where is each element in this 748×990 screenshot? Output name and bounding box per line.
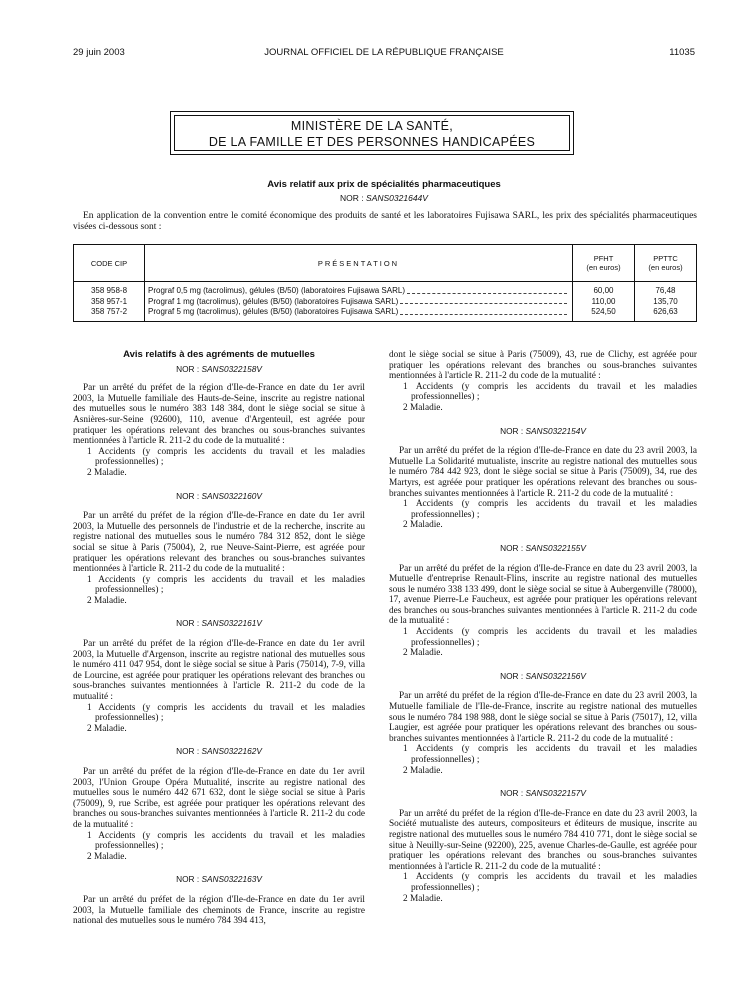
avis-text: Par un arrêté du préfet de la région d'Ile-de-France en date du 23 avril 2003, la Mutuelle La Solidarité mutualiste, inscrite au registre national des mutuelles sous le numéro 784 442 923, dont le siège social se situe à Paris (75009), 34, rue des Martyrs, est agréée pour pratiquer les opérations relevant des branches ou sous-branches suivantes mentionnées à l'article R. 211-2 du code de la mutualité : [389, 446, 697, 499]
avis-text: Par un arrêté du préfet de la région d'Ile-de-France en date du 23 avril 2003, la Mutuelle familiale de l'Ile-de-France, inscrite au registre national des mutuelles sous le numéro 784 198 988, dont le siège social se situe à Paris (75017), 12, villa Laugier, est agréée pour pratiquer les opérations relevant des branches ou sous-branches suivantes mentionnées à l'article R. 211-2 du code de la mutualité : [389, 691, 697, 744]
nor-line: NOR : SANS0322162V [176, 746, 262, 757]
list-item: 2 Maladie. [87, 851, 127, 862]
avis-text: Par un arrêté du préfet de la région d'Ile-de-France en date du 23 avril 2003, la Société mutualiste des auteurs, compositeurs et éditeurs de musique, inscrite au registre national des mutuelles sous le numéro 784 410 771, dont le siège social se situe à Neuilly-sur-Seine (92200), 225, avenue Charles-de-Gaulle, est agréée pour pratiquer les opérations relevant des branches ou sous-branches suivantes mentionnées à l'article R. 211-2 du code de la mutualité : [389, 808, 697, 872]
presentation-cell: Prograf 0,5 mg (tacrolimus), gélules (B/50) (laboratoires Fujisawa SARL) Prograf 1 mg (tacrolimus), gélules (B/50) (laboratoires Fujisawa SARL) Prograf 5 mg (tacrolimus), gélules (B/50) (laboratoires Fujisawa SARL) [145, 282, 573, 322]
list-item: 2 Maladie. [403, 520, 443, 531]
list-item: 2 Maladie. [403, 765, 443, 776]
list-item: 2 Maladie. [403, 648, 443, 659]
list-item: 2 Maladie. [403, 893, 443, 904]
page-number: 11035 [669, 47, 695, 58]
list-item: 1 Accidents (y compris les accidents du travail et les maladies professionnelles) ; [87, 446, 365, 468]
avis-prix-intro: En application de la convention entre le comité économique des produits de santé et les laboratoires Fujisawa SARL, les prix des spécialités pharmaceutiques visées ci-dessous sont : [73, 211, 697, 232]
ministry-box [170, 111, 574, 155]
list-item: 1 Accidents (y compris les accidents du travail et les maladies professionnelles) ; [403, 627, 697, 648]
list-item: 1 Accidents (y compris les accidents du travail et les maladies professionnelles) ; [403, 499, 697, 520]
avis-text: Par un arrêté du préfet de la région d'Ile-de-France en date du 1er avril 2003, la Mutuelle des personnels de l'industrie et de la recherche, inscrite au registre national des mutuelles sous le numéro 784 312 852, dont le siège social se situe à Paris (75004), 2, rue Neuve-Saint-Pierre, est agréée pour pratiquer les opérations relevant des branches ou sous-branches suivantes mentionnées à l'article R. 211-2 du code de la mutualité : [73, 511, 365, 575]
ministry-line-2: DE LA FAMILLE ET DES PERSONNES HANDICAPÉES [208, 135, 536, 149]
list-item: 1 Accidents (y compris les accidents du travail et les maladies professionnelles) ; [87, 830, 365, 852]
issue-date: 29 juin 2003 [73, 47, 125, 58]
list-item: 2 Maladie. [87, 467, 127, 478]
avis-text-continued: dont le siège social se situe à Paris (75009), 43, rue de Clichy, est agréée pour pratiquer les opérations relevant des branches ou sous-branches suivantes mentionnées à l'article R. 211-2 du code de la mutualité : [389, 350, 697, 382]
list-item: 2 Maladie. [87, 595, 127, 606]
nor-line: NOR : SANS0322160V [176, 490, 262, 501]
avis-text: Par un arrêté du préfet de la région d'Ile-de-France en date du 1er avril 2003, l'Union Groupe Opéra Mutualité, inscrite au registre national des mutuelles sous le numéro 442 671 632, dont le siège social se situe à Paris (75009), 9, rue Scribe, est agréée pour pratiquer les opérations relevant des branches ou sous-branches suivantes mentionnées à l'article R. 211-2 du code de la mutualité : [73, 767, 365, 830]
table-row [74, 282, 697, 322]
avis-text: Par un arrêté du préfet de la région d'Ile-de-France en date du 1er avril 2003, la Mutuelle d'Argenson, inscrite au registre national des mutuelles sous le numéro 411 047 954, dont le siège social se situe à Paris (75014), 7-9, villa de Lourcine, est agréée pour pratiquer les opérations relevant des branches ou sous-branches suivantes mentionnées à l'article R. 211-2 du code de la mutualité : [73, 639, 365, 703]
list-item: 2 Maladie. [403, 402, 443, 413]
nor-line: NOR : SANS0322156V [500, 670, 586, 681]
nor-line: NOR : SANS0322154V [500, 425, 586, 436]
avis-text: Par un arrêté du préfet de la région d'Ile-de-France en date du 1er avril 2003, la Mutuelle familiale des Hauts-de-Seine, inscrite au registre national des mutuelles sous le numéro 383 148 384, dont le siège social se situe à Asnières-sur-Seine (92600), 110, avenue d'Argenteuil, est agréée pour pratiquer les opérations relevant des branches ou sous-branches suivantes mentionnées à l'article R. 211-2 du code de la mutualité : [73, 383, 365, 447]
price-table [73, 244, 697, 322]
journal-title: JOURNAL OFFICIEL DE LA RÉPUBLIQUE FRANÇAISE [264, 47, 504, 58]
ministry-line-1: MINISTÈRE DE LA SANTÉ, [290, 119, 454, 133]
codes-cell: 358 958-8 358 957-1 358 757-2 [74, 282, 145, 322]
nor-line: NOR : SANS0322157V [500, 788, 586, 799]
nor-line: NOR : SANS0322163V [176, 874, 262, 885]
list-item: 1 Accidents (y compris les accidents du travail et les maladies professionnelles) ; [403, 872, 697, 893]
header-pfht: PFHT (en euros) [573, 245, 635, 282]
list-item: 1 Accidents (y compris les accidents du travail et les maladies professionnelles) ; [87, 702, 365, 724]
avis-text: Par un arrêté du préfet de la région d'Ile-de-France en date du 23 avril 2003, la Mutuelle d'entreprise Renault-Flins, inscrite au registre national des mutuelles sous le numéro 338 133 499, dont le siège social se situe à Aubergenville (78000), 17, avenue Pierre-Le Faucheux, est agréée pour pratiquer les opérations relevant des branches ou sous-branches suivantes mentionnées à l'article R. 211-2 du code de la mutualité : [389, 563, 697, 627]
list-item: 1 Accidents (y compris les accidents du travail et les maladies professionnelles) ; [403, 744, 697, 765]
list-item: 1 Accidents (y compris les accidents du travail et les maladies professionnelles) ; [87, 574, 365, 596]
header-code: CODE CIP [74, 245, 145, 282]
left-column [73, 350, 365, 927]
price-table-header [74, 245, 697, 282]
list-item: 2 Maladie. [87, 723, 127, 734]
header-ppttc: PPTTC (en euros) [635, 245, 697, 282]
right-column [389, 350, 697, 904]
header-presentation: PRÉSENTATION [145, 245, 573, 282]
ppttc-cell: 76,48 135,70 626,63 [635, 282, 697, 322]
avis-prix-nor: NOR : SANS0321644V [340, 193, 428, 203]
nor-line: NOR : SANS0322161V [176, 618, 262, 629]
avis-prix-title: Avis relatif aux prix de spécialités pharmaceutiques [267, 179, 501, 190]
pfht-cell: 60,00 110,00 524,50 [573, 282, 635, 322]
nor-line: NOR : SANS0322158V [176, 363, 262, 374]
page-header [73, 47, 695, 61]
agrements-title: Avis relatifs à des agréments de mutuelles [123, 349, 315, 360]
nor-line: NOR : SANS0322155V [500, 542, 586, 553]
list-item: 1 Accidents (y compris les accidents du travail et les maladies professionnelles) ; [403, 381, 697, 403]
avis-text: Par un arrêté du préfet de la région d'Ile-de-France en date du 1er avril 2003, la Mutuelle familiale des cheminots de France, inscrite au registre national des mutuelles sous le numéro 784 394 413, [73, 894, 365, 927]
